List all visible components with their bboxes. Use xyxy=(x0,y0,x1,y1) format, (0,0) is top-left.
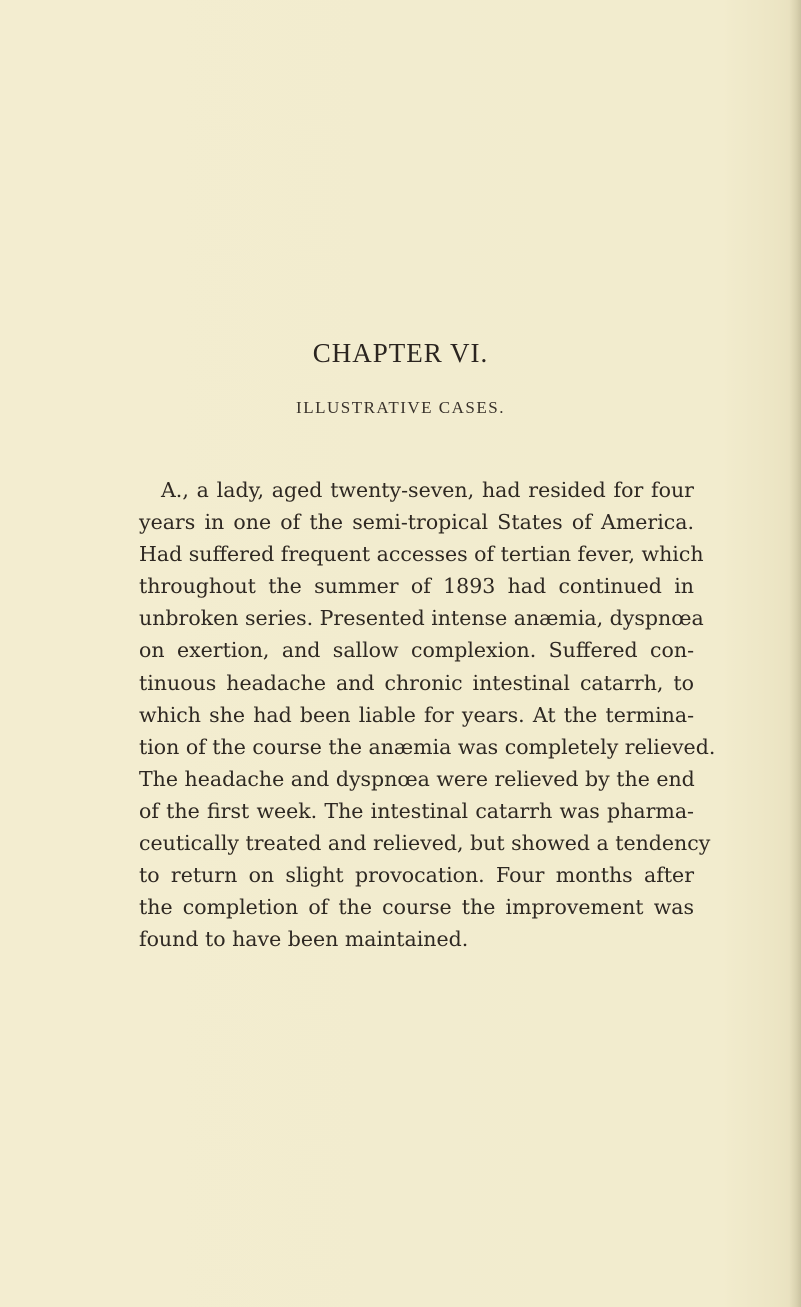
paragraph-line: on exertion, and sallow complexion. Suffered con- xyxy=(139,638,694,663)
paragraph-line: throughout the summer of 1893 had continued in xyxy=(139,574,694,599)
chapter-title: CHAPTER VI. xyxy=(312,338,489,368)
paragraph-line: which she had been liable for years. At the termina- xyxy=(139,702,694,727)
paragraph-line: the completion of the course the improvement was xyxy=(139,895,694,920)
paragraph-line: unbroken series. Presented intense anæmia, dyspnœa xyxy=(139,606,704,631)
paragraph-line: A., a lady, aged twenty-seven, had resided for four xyxy=(161,478,694,502)
paragraph-line: years in one of the semi-tropical States of America. xyxy=(139,510,694,535)
section-title: ILLUSTRATIVE CASES. xyxy=(296,398,505,417)
paragraph-line: found to have been maintained. xyxy=(139,927,469,952)
paragraph-line: The headache and dyspnœa were relieved by the end xyxy=(139,766,695,791)
paragraph-line: to return on slight provocation. Four months after xyxy=(139,863,694,888)
case-paragraph xyxy=(139,474,716,955)
paragraph-line: Had suffered frequent accesses of tertian fever, which xyxy=(139,542,704,567)
paragraph-line: of the first week. The intestinal catarrh was pharma- xyxy=(139,798,694,823)
page-edge-shadow xyxy=(789,0,801,1307)
paragraph-line: tion of the course the anæmia was completely relieved. xyxy=(139,734,716,759)
paragraph-line: ceutically treated and relieved, but showed a tendency xyxy=(139,831,711,856)
paragraph-line: tinuous headache and chronic intestinal catarrh, to xyxy=(139,670,694,695)
